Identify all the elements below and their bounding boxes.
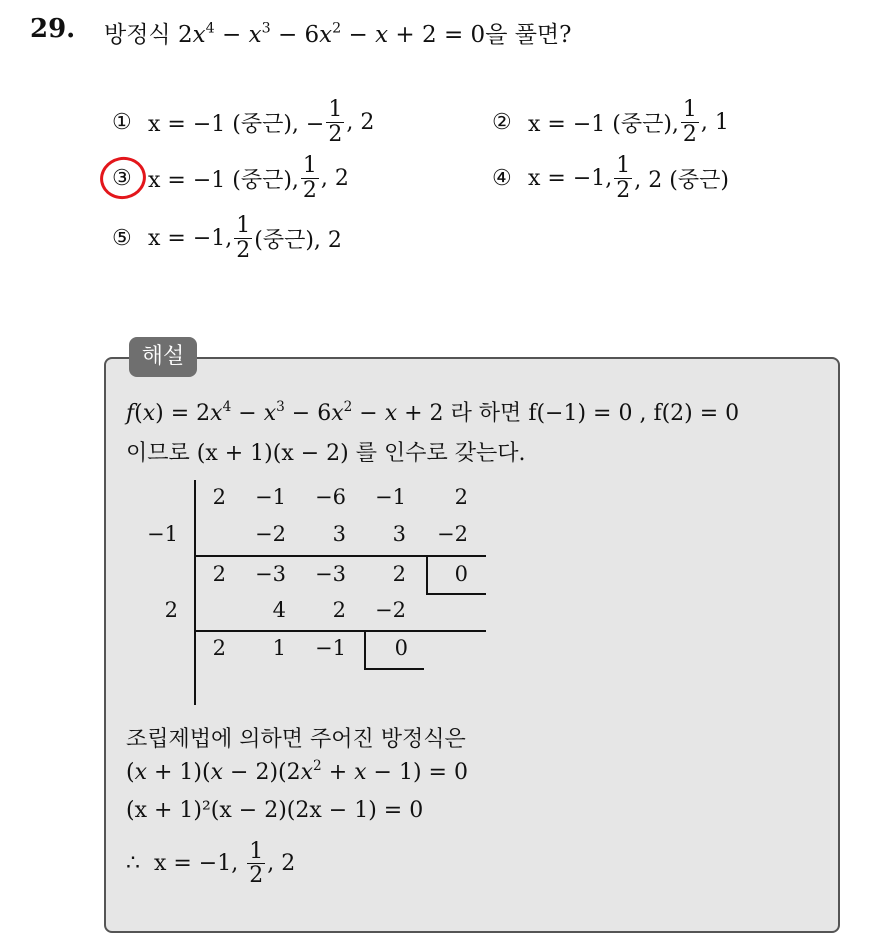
question-number: 29. — [30, 14, 76, 44]
question-tail: 을 풀면? — [485, 22, 572, 48]
question-lead: 방정식 — [104, 22, 171, 48]
cell: 2 — [332, 598, 346, 622]
remainder-box-left — [364, 631, 366, 668]
cell: −2 — [255, 522, 286, 546]
cell: −6 — [315, 485, 346, 509]
cell: 3 — [332, 522, 346, 546]
cell: −1 — [375, 485, 406, 509]
divider-horizontal — [194, 555, 486, 557]
cell: 4 — [272, 598, 286, 622]
choice-1[interactable]: ① x = −1 (중근), − $\frac{1}{2}$ , 2 — [112, 97, 375, 147]
cell: 3 — [392, 522, 406, 546]
cell: −2 — [437, 522, 468, 546]
cell: 2 — [454, 485, 468, 509]
solution-eq-2: (x + 1)²(x − 2)(2x − 1) = 0 — [126, 798, 424, 823]
cell: −1 — [315, 636, 346, 660]
fraction: $\frac{1}{2}$ — [302, 153, 317, 203]
fraction: $\frac{1}{2}$ — [236, 213, 251, 263]
root-2: 2 — [164, 598, 178, 622]
cell: 0 — [454, 562, 468, 586]
cell: −3 — [255, 562, 286, 586]
solution-conclusion: 조립제법에 의하면 주어진 방정식은 — [126, 727, 466, 752]
solution-line-2: 이므로 (x + 1)(x − 2) 를 인수로 갖는다. — [126, 441, 526, 466]
cell: 2 — [392, 562, 406, 586]
remainder-box-bottom — [364, 668, 424, 670]
question-equation: $2x^4 - x^3 - 6x^2 - x + 2 = 0$ — [177, 20, 486, 48]
remainder-box-bottom — [426, 593, 486, 595]
root-1: −1 — [147, 522, 178, 546]
divider-vertical — [194, 480, 196, 705]
cell: −1 — [255, 485, 286, 509]
divider-horizontal — [194, 630, 486, 632]
cell: 2 — [212, 562, 226, 586]
cell: −3 — [315, 562, 346, 586]
solution-eq-1: $(x + 1)(x - 2)(2x^2 + x - 1) = 0$ — [126, 758, 468, 785]
remainder-box-left — [426, 556, 428, 593]
cell: 1 — [272, 636, 286, 660]
solution-final: ∴ x = −1, $\frac{1}{2}$ , 2 — [126, 839, 296, 889]
cell: 2 — [212, 485, 226, 509]
choice-5[interactable]: ⑤ x = −1, $\frac{1}{2}$ (중근), 2 — [112, 213, 342, 263]
cell: 2 — [212, 636, 226, 660]
fraction: $\frac{1}{2}$ — [682, 97, 697, 147]
choice-4[interactable]: ④ x = −1, $\frac{1}{2}$ , 2 (중근) — [492, 153, 729, 203]
fraction: $\frac{1}{2}$ — [249, 839, 264, 889]
solution-line-1: $f(x) = 2x^4 - x^3 - 6x^2 - x + 2$ 라 하면 f(−1) = 0 , f(2) = 0 — [126, 399, 740, 426]
fraction: $\frac{1}{2}$ — [616, 153, 631, 203]
cell: −2 — [375, 598, 406, 622]
solution-tag: 해설 — [129, 337, 197, 377]
cell: 0 — [394, 636, 408, 660]
choice-2[interactable]: ② x = −1 (중근), $\frac{1}{2}$ , 1 — [492, 97, 729, 147]
choice-3[interactable]: ③ x = −1 (중근), $\frac{1}{2}$ , 2 — [112, 153, 349, 203]
fraction: $\frac{1}{2}$ — [328, 97, 343, 147]
